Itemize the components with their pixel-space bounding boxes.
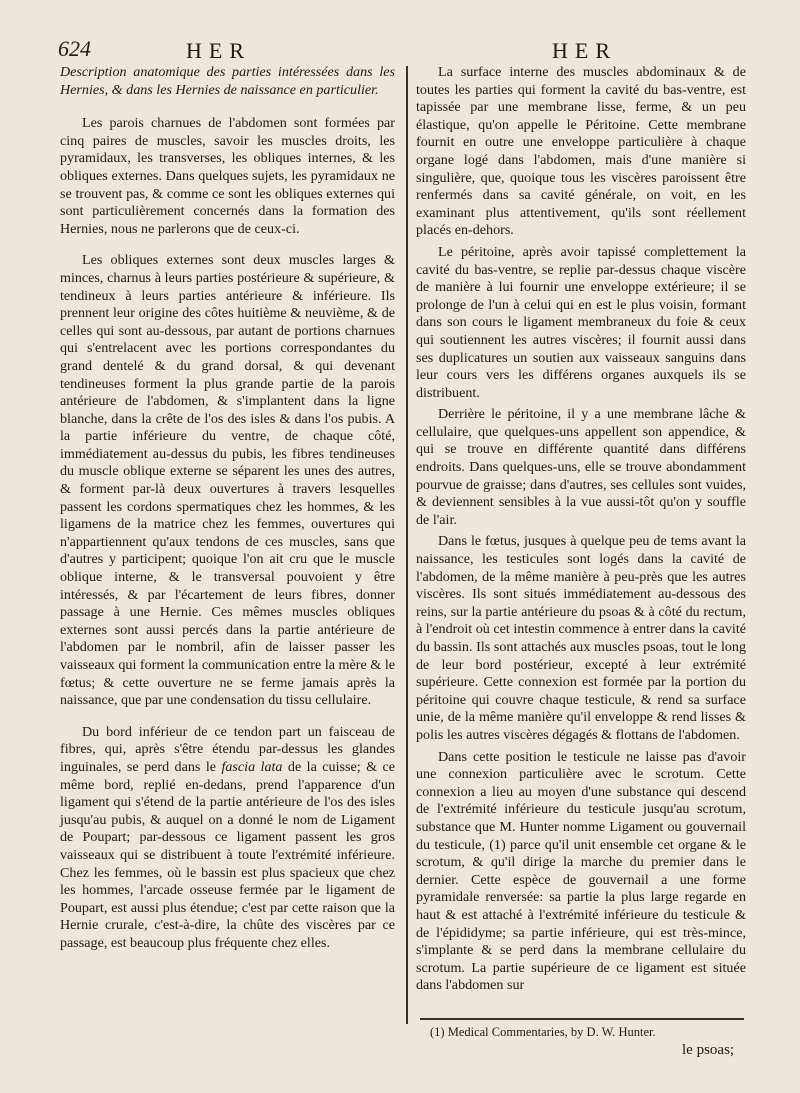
paragraph-text: de la cuisse; & ce même bord, replié en-dedans, prend l'apparence d'un ligament qui s'étend de la partie antérieure de l'os des isles jusqu'au pubis, & auquel on a donné le nom de Ligament de Poupart; par-dessous ce ligament passent les gros vaisseaux qui se distribuent à toute l'extrémité inférieure. Chez les femmes, où le bassin est plus spacieux que chez les hommes, l'arcade osseuse fermée par le ligament de Poupart, est aussi plus étendue; c'est par cette raison que la Hernie crurale, c'est-à-dire, la chûte des viscères par ce passage, est beaucoup plus fréquente chez elles.	[60, 758, 395, 951]
paragraph: La surface interne des muscles abdominaux & de toutes les parties qui forment la cavité du bas-ventre, est tapissée par une membrane lisse, ferme, & un peu élastique, qu'on appelle le Péritoine. Cette membrane fournit en outre une enveloppe particulière à chaque organe logé dans l'abdomen, mais d'une manière si singulière, que, quoique tous les viscères paroissent être renfermés dans sa cavité générale, on voit, en les examinant plus attentivement, qu'ils sont réellement placés en-dehors.	[416, 64, 746, 239]
paragraph	[60, 724, 395, 953]
italic-term: fascia lata	[221, 758, 283, 775]
column-divider	[406, 66, 408, 1024]
paragraph: Dans le fœtus, jusques à quelque peu de tems avant la naissance, les testicules sont logés dans la cavité de l'abdomen, de la même manière à peu-près que les autres viscères. Ils sont situés immédiatement au-dessous des reins, sur la partie antérieure du psoas & à côté du rectum, à l'endroit où cet intestin commence à entrer dans la cavité du bassin. Ils sont attachés aux muscles psoas, tout le long de leur bord postérieur, excepté à leur extrémité supérieure. Cette connexion est formée par la portion du péritoine qui couvre chaque testicule, & rend sa surface unie, de la même manière qu'il enveloppe & rend lisses & polis les autres viscères dégagés & flottans de l'abdomen.	[416, 533, 746, 743]
page-number: 624	[58, 36, 91, 61]
left-column	[60, 64, 395, 953]
right-column	[416, 64, 746, 995]
paragraph: Les obliques externes sont deux muscles larges & minces, charnus à leurs parties postérieure & supérieure, & tendineux à leurs parties antérieure & inférieure. Ils prennent leur origine des côtes huitième & neuvième, & de celles qui sont au-dessous, par autant de portions charnues qui s'entrelacent avec les portions correspondantes du grand dentelé & du grand dorsal, & qui devenant tendineuses forment la plus grande partie de la parois antérieure de l'abdomen, & s'implantent dans la ligne blanche, dans la crête de l'os des isles & dans l'os pubis. A la partie inférieure du ventre, de chaque côté, immédiatement au-dessus du pubis, les fibres tendineuses du muscle oblique externe se séparent les unes des autres, & forment par-là deux ouvertures à travers lesquelles passent les cordons spermatiques chez les hommes, & les ligamens de la matrice chez les femmes, ouvertures qui n'appartiennent qu'aux tendons de ces muscles, sans que d'autres y participent; quoique l'on ait cru que le muscle oblique interne, & le transversal pouvoient y être intéressés, & par l'écartement de leurs fibres, donner passage à une Hernie. Ces mêmes muscles obliques externes sont aussi percés dans la partie antérieure de l'abdomen par le nombril, afin de laisser passer les vaisseaux qui forment la communication entre la mère & le fœtus; & cette ouverture ne se ferme jamais après la naissance, que par une condensation du tissu cellulaire.	[60, 252, 395, 709]
footnote: (1) Medical Commentaries, by D. W. Hunter.	[430, 1025, 656, 1039]
paragraph: Les parois charnues de l'abdomen sont formées par cinq paires de muscles, savoir les muscles droits, les pyramidaux, les transverses, les obliques internes, & les obliques externes. Dans quelques sujets, les pyramidaux ne se trouvent pas, & comme ce sont les obliques externes qui sont particulièrement concernés dans la formation des Hernies, nous ne parlerons que de ceux-ci.	[60, 115, 395, 237]
paragraph: Le péritoine, après avoir tapissé complettement la cavité du bas-ventre, se replie par-dessus chaque viscère de manière à lui fournir une enveloppe extérieure; il se prolonge de l'un à celui qui en est le plus voisin, formant dans son cours le ligament membraneux du foie & ceux qui soutiennent les autres viscères; il fournit aussi dans ses duplicatures un soutien aux vaisseaux sanguins dans leur cours vers les différens organes auxquels ils se distribuent.	[416, 243, 746, 401]
running-head-left: HER	[186, 38, 251, 63]
paragraph: Derrière le péritoine, il y a une membrane lâche & cellulaire, que quelques-uns appellent son appendice, & qui se trouve en différente quantité dans différens endroits. Dans quelques-uns, elle se trouve abondamment pourvue de graisse; dans d'autres, ses cellules sont vuides, & deviennent sensibles à la vue aussi-tôt qu'on y souffle de l'air.	[416, 406, 746, 528]
running-head-right: HER	[552, 38, 617, 63]
paragraph-text: Du bord inférieur de ce tendon part un faisceau de fibres, qui, après s'être étendu par-dessus les glandes inguinales, se perd dans le	[60, 723, 395, 775]
paragraph: Dans cette position le testicule ne laisse pas d'avoir une connexion particulière avec le scrotum. Cette connexion a lieu au moyen d'une substance qui descend de l'extrémité inférieure du testicule jusqu'au scrotum, substance que M. Hunter nomme Ligament ou gouvernail du testicule, (1) parce qu'il unit ensemble cet organe & le scrotum, & qu'il dirige la marche du premier dans le dernier. Cette espèce de gouvernail a une forme pyramidale renversée: sa partie la plus large regarde en haut & est attaché à l'extrémité inférieure du testicule & de l'épididyme; sa partie inférieure, qui est très-mince, s'implante & se perd dans la membrane cellulaire du scrotum. La partie supérieure de ce ligament est située dans l'abdomen sur	[416, 748, 746, 994]
section-title: Description anatomique des parties intéressées dans les Hernies, & dans les Hernies de naissance en particulier.	[60, 64, 395, 98]
catchword: le psoas;	[682, 1042, 735, 1058]
footnote-rule	[420, 1018, 744, 1020]
